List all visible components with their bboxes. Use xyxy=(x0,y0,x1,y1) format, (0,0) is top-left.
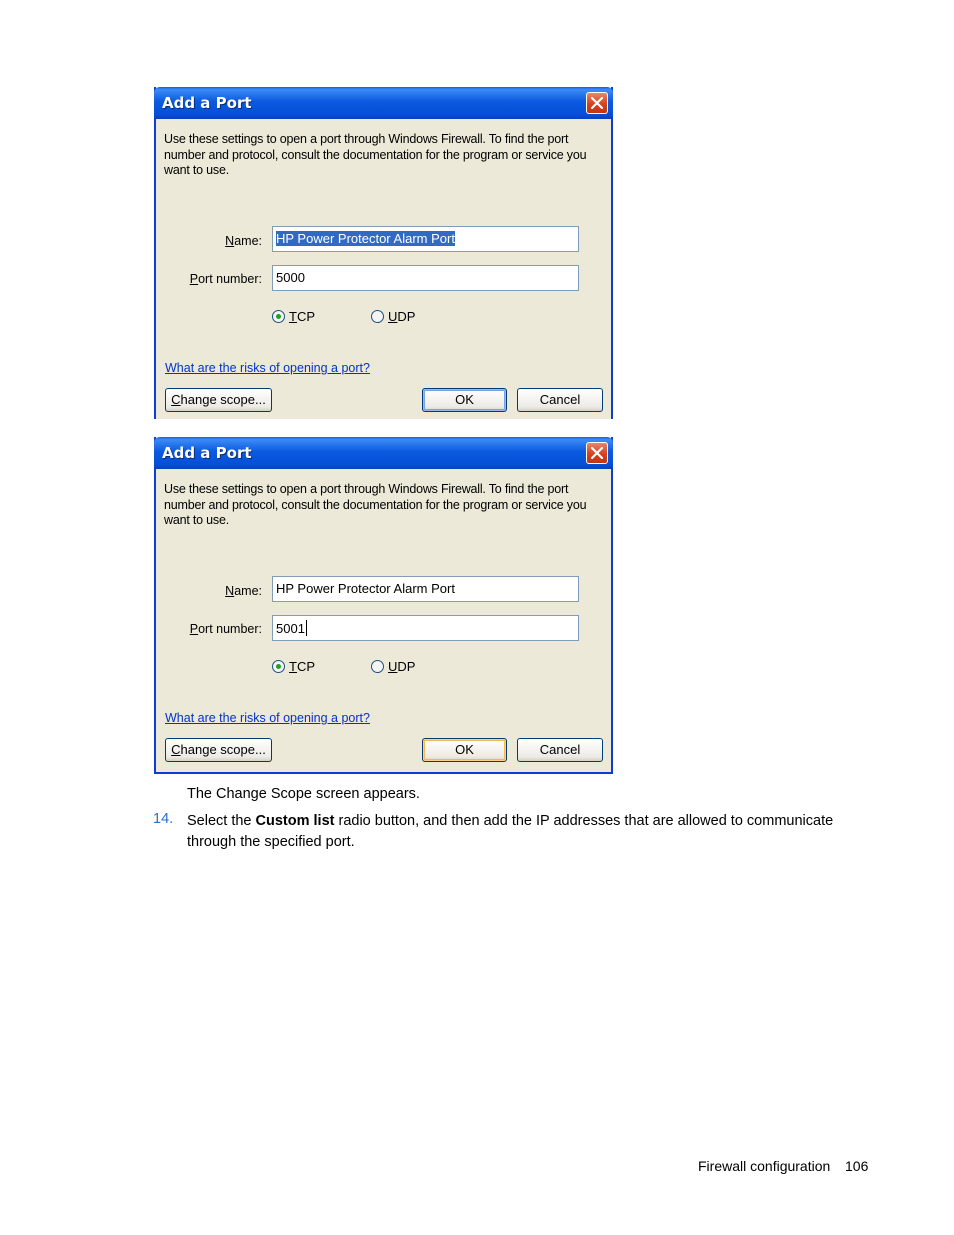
port-number-label: Port number: xyxy=(189,622,262,636)
name-value: HP Power Protector Alarm Port xyxy=(276,581,455,596)
udp-radio[interactable]: UDP xyxy=(371,309,415,324)
dialog-description: Use these settings to open a port through Windows Firewall. To find the port number and protocol, consult the documentation for the program or service you want to use. xyxy=(164,482,587,527)
radio-selected-icon xyxy=(272,660,285,673)
port-number-input[interactable] xyxy=(272,615,579,641)
cancel-button[interactable]: Cancel xyxy=(517,388,603,412)
add-port-dialog-1 xyxy=(154,87,613,419)
close-button[interactable] xyxy=(586,92,608,114)
port-number-value: 5000 xyxy=(276,270,305,285)
step-number: 14. xyxy=(153,811,174,827)
dialog-title: Add a Port xyxy=(162,444,252,462)
port-number-input[interactable] xyxy=(272,265,579,291)
title-bar xyxy=(154,87,613,119)
tcp-radio[interactable]: TCP xyxy=(272,309,315,324)
close-button[interactable] xyxy=(586,442,608,464)
risks-link[interactable]: What are the risks of opening a port? xyxy=(165,711,370,725)
change-scope-button[interactable]: Change scope... xyxy=(165,738,272,762)
close-icon xyxy=(591,97,603,109)
radio-unselected-icon xyxy=(371,310,384,323)
tcp-radio[interactable]: TCP xyxy=(272,659,315,674)
radio-selected-icon xyxy=(272,310,285,323)
name-input[interactable] xyxy=(272,226,579,252)
page-number: 106 xyxy=(845,1158,869,1174)
dialog-title: Add a Port xyxy=(162,94,252,112)
ok-button[interactable]: OK xyxy=(422,738,507,762)
port-number-value: 5001 xyxy=(276,621,305,636)
title-bar xyxy=(154,437,613,469)
name-label: Name: xyxy=(225,234,262,248)
udp-radio[interactable]: UDP xyxy=(371,659,415,674)
change-scope-appears-text: The Change Scope screen appears. xyxy=(187,786,420,802)
footer-section: Firewall configuration xyxy=(698,1158,831,1174)
risks-link[interactable]: What are the risks of opening a port? xyxy=(165,361,370,375)
name-label: Name: xyxy=(225,584,262,598)
change-scope-button[interactable]: Change scope... xyxy=(165,388,272,412)
close-icon xyxy=(591,447,603,459)
radio-unselected-icon xyxy=(371,660,384,673)
name-input[interactable] xyxy=(272,576,579,602)
name-value: HP Power Protector Alarm Port xyxy=(276,231,455,246)
add-port-dialog-2 xyxy=(154,437,613,774)
text-caret xyxy=(306,620,307,636)
dialog-description: Use these settings to open a port through Windows Firewall. To find the port number and protocol, consult the documentation for the program or service you want to use. xyxy=(164,132,587,177)
custom-list-term: Custom list xyxy=(255,813,335,829)
ok-button[interactable]: OK xyxy=(422,388,507,412)
step-14-text: Select the Custom list radio button, and then add the IP addresses that are allowed to communicate through the specified port. xyxy=(187,813,834,850)
cancel-button[interactable]: Cancel xyxy=(517,738,603,762)
port-number-label: Port number: xyxy=(189,272,262,286)
